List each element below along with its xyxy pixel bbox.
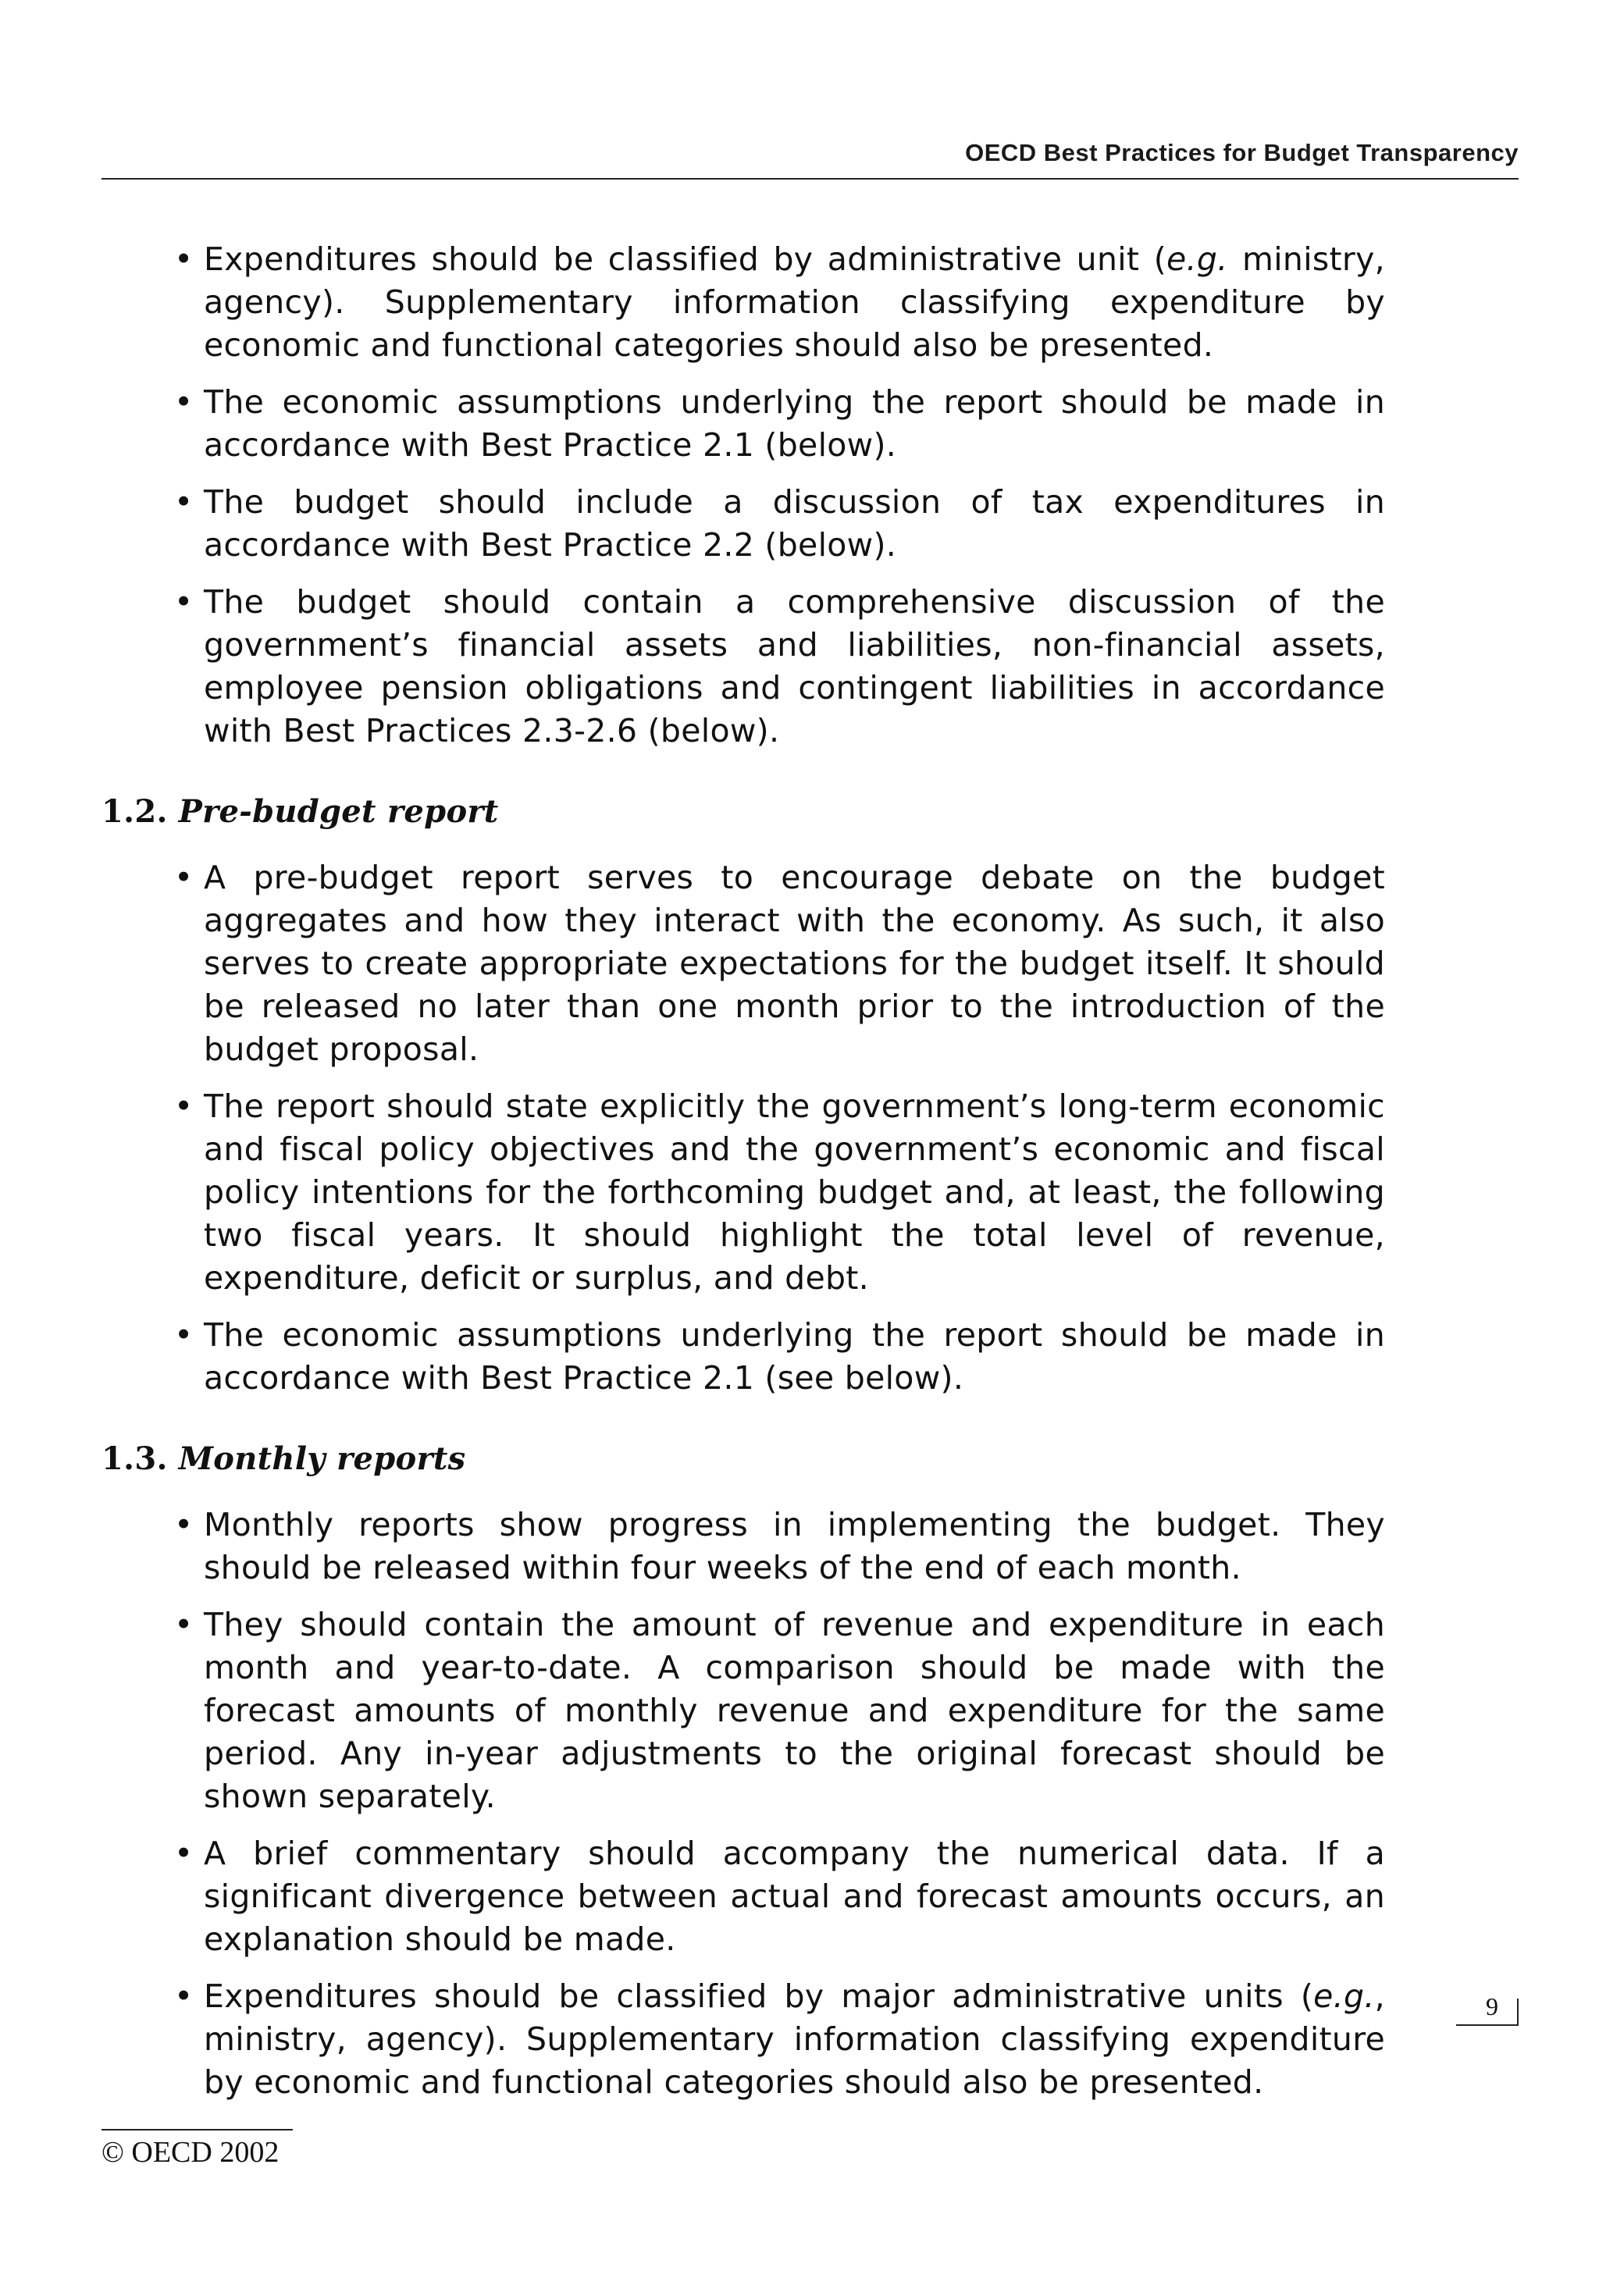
section-number: 1.3. bbox=[101, 1440, 168, 1477]
section-heading-monthly-reports bbox=[101, 1437, 1398, 1480]
bullet-list-continuation bbox=[101, 238, 1398, 753]
list-item: • The budget should contain a comprehensive discussion of the government’s financial assets and liabilities, non-financial assets, employee pension obligations and contingent liabilities in accordance with Best Practices 2.3-2.6 (below). bbox=[204, 581, 1398, 753]
list-item: • The economic assumptions underlying the report should be made in accordance with Best Practice 2.1 (see below). bbox=[204, 1314, 1398, 1400]
section-heading-pre-budget-report bbox=[101, 790, 1398, 833]
list-item: • A brief commentary should accompany the numerical data. If a significant divergence between actual and forecast amounts occurs, an explanation should be made. bbox=[204, 1832, 1398, 1961]
list-item: • The report should state explicitly the government’s long-term economic and fiscal policy objectives and the government’s economic and fiscal policy intentions for the forthcoming budget and, at least, the following two fiscal years. It should highlight the total level of revenue, expenditure, deficit or surplus, and debt. bbox=[204, 1085, 1398, 1300]
bullet-list-pre-budget-report bbox=[101, 856, 1398, 1400]
running-header: OECD Best Practices for Budget Transparency bbox=[965, 139, 1519, 166]
copyright: © OECD 2002 bbox=[101, 2136, 280, 2169]
list-item: • The budget should include a discussion of tax expenditures in accordance with Best Practice 2.2 (below). bbox=[204, 481, 1398, 567]
list-item: • Expenditures should be classified by administrative unit (e.g. ministry, agency). Supplementary information classifying expenditure by economic and functional categories should also be presented. bbox=[204, 238, 1398, 367]
header-rule bbox=[101, 178, 1519, 180]
section-title: Monthly reports bbox=[178, 1440, 466, 1477]
list-item: • They should contain the amount of revenue and expenditure in each month and year-to-date. A comparison should be made with the forecast amounts of monthly revenue and expenditure for the same period. Any in-year adjustments to the original forecast should be shown separately. bbox=[204, 1604, 1398, 1818]
list-item: • Expenditures should be classified by major administrative units (e.g., ministry, agency). Supplementary information classifying expenditure by economic and functional categories should also be presented. bbox=[204, 1975, 1398, 2104]
page-body bbox=[101, 238, 1398, 2118]
page-number-tick bbox=[1517, 1999, 1519, 2026]
page-number: 9 bbox=[1486, 1992, 1498, 2020]
list-item: • A pre-budget report serves to encourage debate on the budget aggregates and how they interact with the economy. As such, it also serves to create appropriate expectations for the budget itself. It should be released no later than one month prior to the introduction of the budget proposal. bbox=[204, 856, 1398, 1071]
list-item: • Monthly reports show progress in implementing the budget. They should be released within four weeks of the end of each month. bbox=[204, 1504, 1398, 1589]
footer-rule bbox=[101, 2129, 293, 2130]
section-number: 1.2. bbox=[101, 793, 168, 830]
section-title: Pre-budget report bbox=[178, 793, 499, 830]
page-number-rule bbox=[1456, 2024, 1519, 2026]
bullet-list-monthly-reports bbox=[101, 1504, 1398, 2104]
list-item: • The economic assumptions underlying the report should be made in accordance with Best Practice 2.1 (below). bbox=[204, 381, 1398, 467]
